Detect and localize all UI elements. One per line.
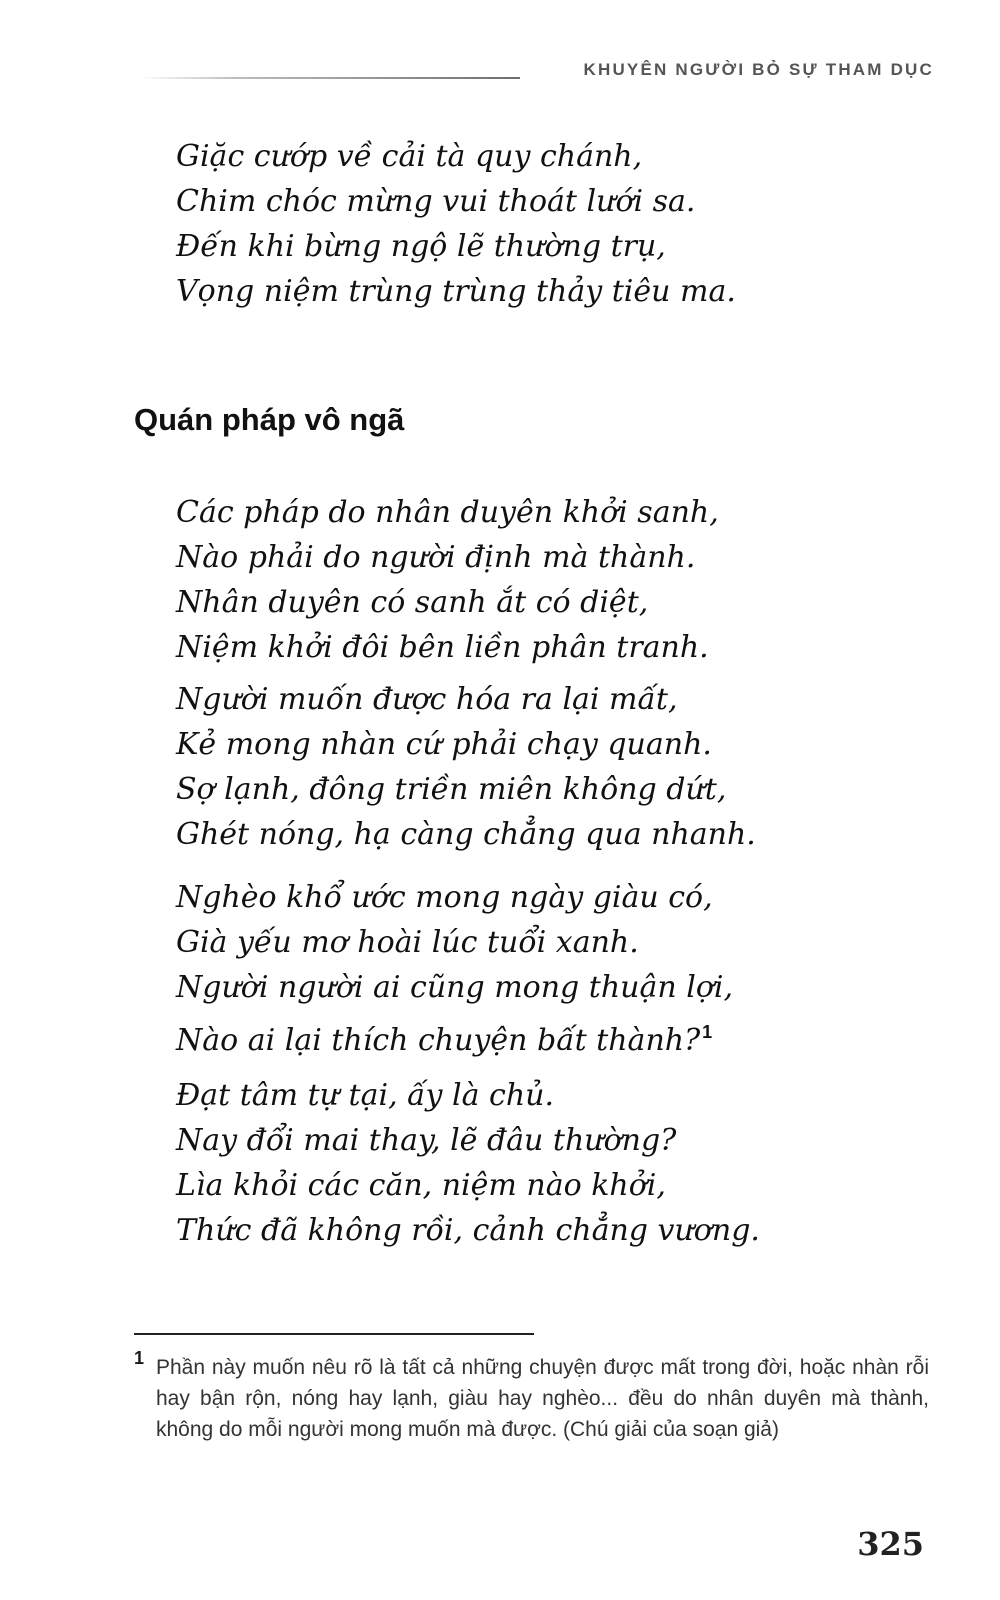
verse-line: Đạt tâm tự tại, ấy là chủ.: [176, 1078, 555, 1113]
verse-line: Chim chóc mừng vui thoát lưới sa.: [176, 184, 696, 219]
stanza-3: [176, 875, 733, 1063]
verse-line: Nay đổi mai thay, lẽ đâu thường?: [176, 1123, 677, 1158]
verse-line: Đến khi bừng ngộ lẽ thường trụ,: [176, 229, 666, 264]
verse-line: Già yếu mơ hoài lúc tuổi xanh.: [176, 925, 639, 960]
verse-line: Lìa khỏi các căn, niệm nào khởi,: [176, 1168, 666, 1203]
footnote-text: Phần này muốn nêu rõ là tất cả những chuyện được mất trong đời, hoặc nhàn rỗi hay bận rộn, nóng hay lạnh, giàu hay nghèo... đều do nhân duyên mà thành, không do mỗi người mong muốn mà được. (Chú giải của soạn giả): [156, 1356, 929, 1441]
verse-line: Ghét nóng, hạ càng chẳng qua nhanh.: [176, 817, 756, 852]
running-head: KHUYÊN NGƯỜI BỎ SỰ THAM DỤC: [583, 60, 934, 79]
footnote: [134, 1348, 929, 1445]
verse-line: Kẻ mong nhàn cứ phải chạy quanh.: [176, 727, 712, 762]
stanza-4: [176, 1073, 760, 1253]
verse-line: Giặc cướp về cải tà quy chánh,: [176, 139, 643, 174]
verse-line-text: Nào ai lại thích chuyện bất thành?: [176, 1023, 701, 1058]
verse-line: Niệm khởi đôi bên liền phân tranh.: [176, 630, 709, 665]
verse-line: Thức đã không rồi, cảnh chẳng vương.: [176, 1213, 760, 1248]
verse-line: Người muốn được hóa ra lại mất,: [176, 682, 678, 717]
stanza-1: [176, 490, 719, 670]
stanza-2: [176, 677, 756, 857]
verse-line-with-footnote: [176, 1010, 733, 1063]
verse-line: Nghèo khổ ước mong ngày giàu có,: [176, 880, 713, 915]
verse-line: Người người ai cũng mong thuận lợi,: [176, 970, 734, 1005]
footnote-marker: 1: [134, 1348, 145, 1368]
page-number: 325: [857, 1525, 924, 1563]
section-title: Quán pháp vô ngã: [134, 402, 405, 437]
verse-line: Các pháp do nhân duyên khởi sanh,: [176, 495, 719, 530]
footnote-reference[interactable]: 1: [702, 1022, 713, 1042]
verse-line: Vọng niệm trùng trùng thảy tiêu ma.: [176, 274, 736, 309]
opening-stanza: [176, 134, 736, 314]
verse-line: Nhân duyên có sanh ắt có diệt,: [176, 585, 649, 620]
header-rule: [140, 77, 520, 79]
footnote-divider: [134, 1333, 534, 1335]
verse-line: Nào phải do người định mà thành.: [176, 540, 696, 575]
verse-line: Sợ lạnh, đông triền miên không dứt,: [176, 772, 727, 807]
